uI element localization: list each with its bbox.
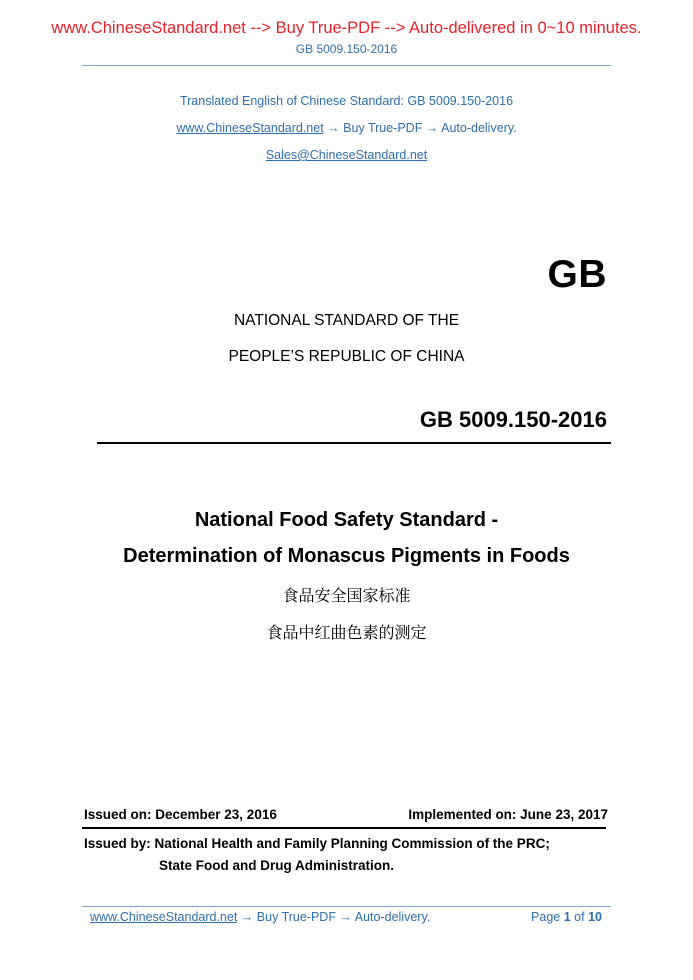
footer-auto-delivery-text: Auto-delivery. xyxy=(354,910,431,924)
national-standard-line2: PEOPLE’S REPUBLIC OF CHINA xyxy=(228,348,465,365)
issued-on-date: Issued on: December 23, 2016 xyxy=(84,807,277,822)
gb-mark: GB xyxy=(547,253,607,296)
dates-rule xyxy=(82,827,606,829)
page-label: Page xyxy=(531,910,561,924)
title-en-line1: National Food Safety Standard - xyxy=(194,509,499,531)
page-of: of xyxy=(574,910,585,924)
title-cn-line1: 食品安全国家标准 xyxy=(282,586,411,605)
standard-number-rule xyxy=(97,442,611,444)
arrow-right-icon: → xyxy=(240,910,254,924)
purchase-line xyxy=(0,121,693,135)
footer-buy-pdf-text: Buy True-PDF xyxy=(256,910,336,924)
site-link[interactable]: www.ChineseStandard.net xyxy=(176,121,324,135)
issuer-line2: State Food and Drug Administration. xyxy=(159,858,394,873)
implemented-on-date: Implemented on: June 23, 2017 xyxy=(408,807,608,822)
footer-divider xyxy=(82,906,611,907)
standard-number: GB 5009.150-2016 xyxy=(419,407,607,432)
issuer-line1: Issued by: National Health and Family Planning Commission of the PRC; xyxy=(84,836,550,851)
header-divider xyxy=(82,65,611,66)
page-total: 10 xyxy=(588,910,602,924)
email-line xyxy=(0,148,693,162)
translation-note: Translated English of Chinese Standard: GB 5009.150-2016 xyxy=(179,94,514,108)
national-standard-line1: NATIONAL STANDARD OF THE xyxy=(233,312,460,329)
title-en-line2: Determination of Monascus Pigments in Foods xyxy=(123,545,570,567)
promo-banner[interactable]: www.ChineseStandard.net --> Buy True-PDF --> Auto-delivered in 0~10 minutes. xyxy=(51,19,642,37)
footer-site-link[interactable]: www.ChineseStandard.net xyxy=(90,910,238,924)
auto-delivery-text: Auto-delivery. xyxy=(441,121,517,135)
page-indicator xyxy=(531,910,602,924)
arrow-right-icon: → xyxy=(339,910,352,924)
sales-email-link[interactable]: Sales@ChineseStandard.net xyxy=(265,148,428,162)
footer-purchase-line xyxy=(90,910,430,924)
page-current: 1 xyxy=(563,910,571,924)
header-doc-code: GB 5009.150-2016 xyxy=(295,42,398,56)
arrow-right-icon: → xyxy=(425,121,439,135)
buy-pdf-text: Buy True-PDF xyxy=(343,121,423,135)
arrow-right-icon: → xyxy=(327,121,340,135)
title-cn-line2: 食品中红曲色素的测定 xyxy=(266,623,427,642)
